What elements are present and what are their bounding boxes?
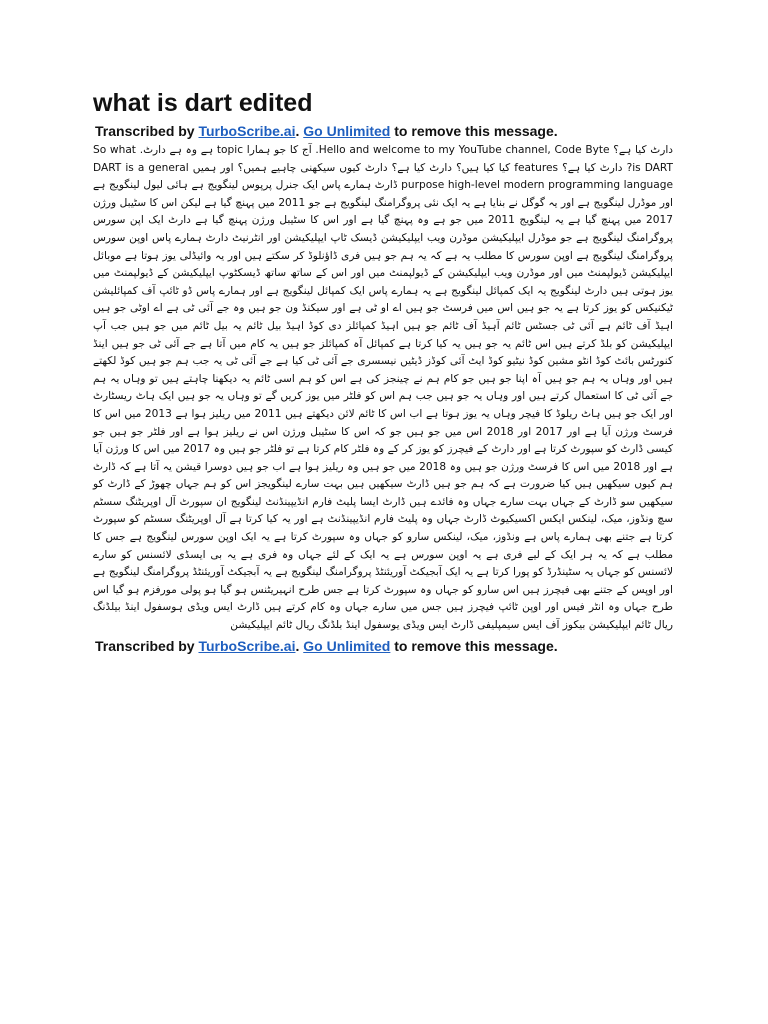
notice-suffix: to remove this message. xyxy=(390,637,558,654)
transcript-body: دارٹ کیا ہے؟ Hello and welcome to my YouTube channel, Code Byte. آج کا جو ہمارا topic ہے وہ ہے دارٹ. So what is DART? دارٹ کیا ہے؟ features کیا کیا ہیں؟ دارٹ کیا ہے؟ دارٹ کیوں سیکھنی چاہیے ہمیں؟ اور ہمیں DART is a general purpose high-level modern programming language ڈارٹ ہمارے پاس ایک جنرل پرپوس لینگویج ہے ہائی لیول لینگویج ہے اور موڈرل لینگویج ہے اور یہ گوگل نے بنایا ہے یہ ایک نئی پروگرامنگ لینگویج ہے جو 2011 میں پہنچ گیا ہے لیکن اس کا سٹیبل ورژن 2017 میں پہنچ گیا ہے یہ لینگویج 2011 میں جو ہے وہ پہنچ گیا ہے اور اس کا سٹیبل ورژن پہنچ گیا ہے دارٹ ایک اپن سورس پروگرامنگ لینگویج ہے جو موڈرل ایپلیکیشن موڈرن ویب ایپلیکیشن ڈیسک ٹاپ ایپلیکیشن اور انٹرنیٹ دارٹ ہمارے پاس اوپن سورس پروگرامنگ لینگویج ہے اوپن سورس کا مطلب یہ ہے کہ یہ ہم جو ہیں فری ڈاؤنلوڈ کر سکتے ہیں اور یہ وائیڈلی یوز ہوتا ہے موبائل ایپلیکیشن ڈیولپمنٹ میں اور موڈرن ویب ایپلیکیشن کے ڈیولپمنٹ میں اور اس کے ساتھ ساتھ ڈیسکٹوپ ایپلیکیشن کے ڈیولپمنٹ میں یوز ہوتی ہیں دارٹ لینگویج یہ ایک کمپائل لینگویج ہے یہ ہمارے پاس ایک کمپائل لینگویج ہے اور ہمارے پاس ڈو ٹائپ آف کمپائلیشن ٹیکنیکس کو یوز کرتا ہے یہ جو ہیں اس میں فرسٹ جو ہیں اے او ٹی ہے اور سیکنڈ ون جو ہیں وہ جے آئی ٹی ہے اے اوٹی جو ہیں اہیڈ آف ٹائم ہے آئی ٹی جسٹس ٹائم آہیڈ آف ٹائم جو ہیں اہیڈ کمپائلز دی کوڈ اہیڈ بیل ٹائم یہ بیل ٹائم میں جو ہیں جب آپ ایپلیکیشن کو بلڈ کرتے ہیں اس ٹائم یہ جو ہیں یہ کیا کرتا ہے کمپائل آہ کمپائلز جو ہیں یہ کام میں آتا ہے جے آئی ٹی جو ہیں اینڈ کنورٹس بائٹ کوڈ انٹو مشین کوڈ نیٹیو کوڈ ایٹ آئی کوڈز ڈیٹیں نیسسری جے آئی ٹی کیا ہے جے آئی ٹی یہ جب ہم جو ہیں کوڈ لکھتے ہیں اور وہاں یہ ہم جو ہیں آہ اپنا جو ہیں جو کام ہم نے چینجز کی ہے اس کو ہم اسی ٹائم یہ دیکھنا چاہتے ہیں تو وہاں یہ ہم جے آئی ٹی کا استعمال کرتے ہیں اور وہاں یہ جو ہیں جب ہم اس کو فلٹر میں یوز کریں گے تو وہاں یہ جو ہیں ایک ہاٹ ریسٹارٹ اور ایک جو ہیں ہاٹ ریلوڈ کا فیچر وہاں یہ یوز ہوتا ہے اب اس کا ٹائم لائن دیکھتے ہیں 2011 میں ریلیز ہوا ہے 2013 میں اس کا فرسٹ ورژن آیا ہے اور 2017 اور 2018 اس میں جو ہیں جو کہ اس کا سٹیبل ورژن اس نے ریلیز ہوا ہے اور فلٹر جو ہیں جو کیسی ڈارٹ کو سپورٹ کرتا ہے اور دارٹ کے فیچرز کو یوز کر کے وہ فلٹر کام کرتا ہے تو فلٹر جو ہیں وہ 2017 میں اس کا ورژن آیا ہے اور 2018 میں اس کا فرسٹ ورژن جو ہیں وہ 2018 میں جو ہیں وہ ریلیز ہوا ہے اب جو ہیں دوسرا قیشن یہ آتا ہے کہ ڈارٹ ہم کیوں سیکھیں ہیں کیا ضرورت ہے کہ ہم جو ہیں ڈارٹ سیکھیں ہیں بہت سارے لینگویجز اس کو ہم جہاں چھوڑ کے ڈارٹ کو سیکھیں سو ڈارٹ کے جہاں بہت سارے جہاں وہ فائدے ہیں ڈارٹ ایسا پلیٹ فارم انڈیپینڈنٹ لینگویج ان سپورٹ آل اوپریٹنگ سسٹم سچ ونڈوز، میک، لینکس ایکس اکسیکیوٹ ڈارٹ جہاں وہ پلیٹ فارم انڈیپینڈنٹ ہے اور یہ کیا کرتا ہے آل اوپریٹنگ سسٹم کو سپورٹ کرتا ہے جتنے بھی ہمارے پاس ہے ونڈوز، میک، لینکس سارو کو جہاں وہ سپورٹ کرتا ہے یہ ایک اوپن سورس لینگویج ہے جس کا مطلب ہے کہ یہ ہر ایک کے لیے فری ہے یہ اوپن سورس ہے یہ ایک کے لئے جہاں وہ فری ہے یہ بی ایسڈی لائسنس کو سارے لائسنس کو جہاں یہ سٹینڈرڈ کو پورا کرتا ہے یہ ایک آبجیکٹ آوریئنٹڈ پروگرامنگ لینگویج ہے یہ آبجیکٹ آوریئنٹڈ پروگرامنگ لینگویج ہے اور اوپس کے جتنے بھی فیچرز ہیں اس سارو کو جہاں وہ سپورٹ کرتا ہے جس طرح انہیریٹنس ہو گیا ہو پولی مورفزم ہو گیا اس طرح جہاں وہ انٹر فیس اور اوپن ٹائپ فیچرز ہیں جس میں سارے جہاں وہ کام کرتے ہیں ڈارٹ ایس ویڈی ہوسفول اینڈ بیلڈنگ ریال ٹائم ایپلیکیشن بیکوز آف ایس سیمپلیفی ڈارٹ ایس ویڈی یوسفول اینڈ بلڈنگ ریال ٹائم ایپلیکیشن xyxy=(93,144,674,632)
transcription-notice-top xyxy=(93,122,673,140)
notice-prefix: Transcribed by xyxy=(95,123,199,139)
document-page xyxy=(93,88,673,655)
document-title: what is dart edited xyxy=(93,89,313,117)
transcription-notice-bottom xyxy=(93,637,673,655)
go-unlimited-link[interactable]: Go Unlimited xyxy=(303,123,391,139)
notice-suffix: to remove this message. xyxy=(390,123,558,139)
turboscribe-link[interactable]: TurboScribe.ai xyxy=(198,637,296,654)
go-unlimited-link[interactable]: Go Unlimited xyxy=(303,637,391,654)
notice-prefix: Transcribed by xyxy=(95,637,199,654)
notice-separator: . xyxy=(295,637,304,654)
turboscribe-link[interactable]: TurboScribe.ai xyxy=(198,123,296,139)
notice-separator: . xyxy=(295,123,304,139)
